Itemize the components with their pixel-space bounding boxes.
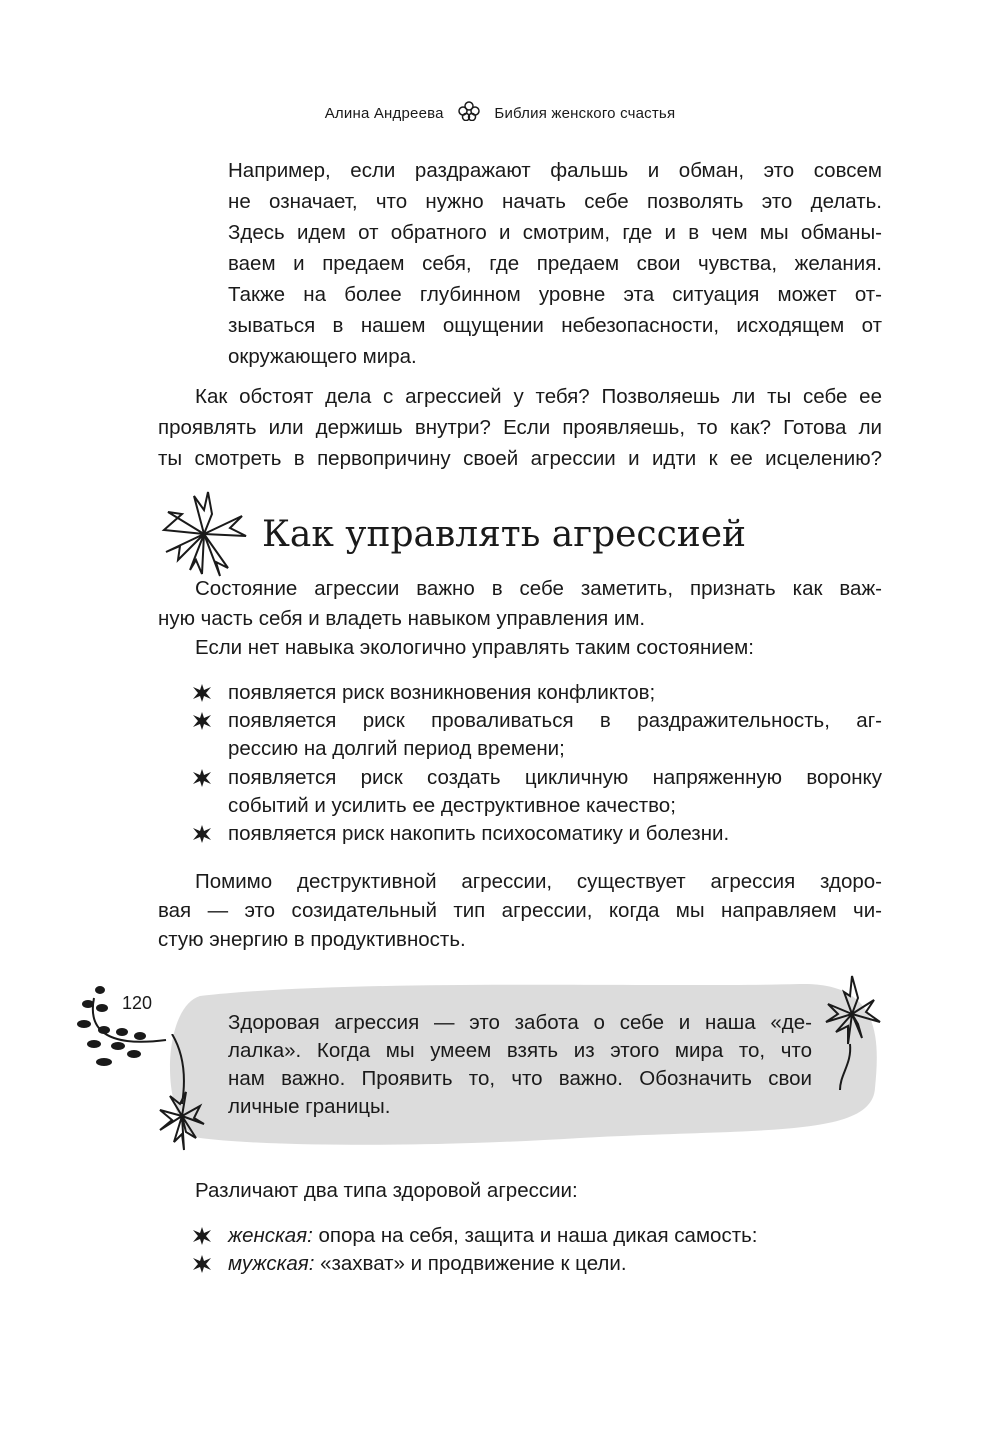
paragraph-line: Помимо деструктивной агрессии, существует агрессия здоро- [195, 870, 882, 893]
star-bullet-icon [192, 683, 212, 703]
paragraph-line: Состояние агрессии важно в себе заметить, признать как важ- [195, 577, 882, 600]
author-name: Алина Андреева [324, 104, 444, 122]
quote-line: окружающего мира. [228, 345, 417, 368]
callout-line: лалка». Когда мы умеем взять из этого мира то, что [228, 1039, 812, 1062]
paragraph-line: ную часть себя и владеть навыком управления им. [158, 607, 646, 630]
section-title: Как управлять агрессией [262, 514, 747, 555]
term: женская: [228, 1224, 313, 1247]
list-item [228, 1250, 627, 1278]
star-bullet-icon [192, 711, 212, 731]
quote-line: не означает, что нужно начать себе позволять это делать. [228, 190, 882, 213]
paragraph-line: проявлять или держишь внутри? Если проявляешь, то как? Готова ли [158, 416, 882, 439]
list-item: появляется риск проваливаться в раздражительность, аг- [228, 709, 882, 732]
paragraph-line: ты смотреть в первопричину своей агрессии и идти к ее исцелению? [158, 447, 882, 470]
quote-line: Здесь идем от обратного и смотрим, где и в чем мы обманы- [228, 221, 882, 244]
callout-line: нам важно. Проявить то, что важно. Обозначить свои [228, 1067, 812, 1090]
list-item [228, 1222, 757, 1250]
callout-line: личные границы. [228, 1095, 391, 1118]
paragraph-line: Как обстоят дела с агрессией у тебя? Позволяешь ли ты себе ее [195, 385, 882, 408]
paragraph-line: Если нет навыка экологично управлять таким состоянием: [195, 636, 754, 659]
star-bullet-icon [192, 824, 212, 844]
definition: «захват» и продвижение к цели. [314, 1252, 627, 1275]
star-bullet-icon [192, 1226, 212, 1246]
paragraph-line: вая — это созидательный тип агрессии, когда мы направляем чи- [158, 899, 882, 922]
paragraph-line: стую энергию в продуктивность. [158, 928, 466, 951]
quote-line: Например, если раздражают фальшь и обман, это совсем [228, 159, 882, 182]
star-bullet-icon [192, 1254, 212, 1274]
definition: опора на себя, защита и наша дикая самость: [312, 1224, 758, 1247]
quote-line: ваем и предаем себя, где предаем свои чувства, желания. [228, 252, 882, 275]
quote-line: зываться в нашем ощущении небезопасности, исходящем от [228, 314, 882, 337]
quote-line: Также на более глубинном уровне эта ситуация может от- [228, 283, 882, 306]
paragraph-line: Различают два типа здоровой агрессии: [195, 1179, 578, 1202]
star-bullet-icon [192, 768, 212, 788]
list-item: рессию на долгий период времени; [228, 737, 565, 760]
page-number: 120 [122, 993, 153, 1013]
list-item: появляется риск накопить психосоматику и болезни. [228, 822, 730, 845]
list-item: появляется риск создать цикличную напряженную воронку [228, 766, 882, 789]
term: мужская: [228, 1252, 315, 1275]
list-item: появляется риск возникновения конфликтов; [228, 681, 656, 704]
book-title: Библия женского счастья [494, 104, 676, 122]
callout-line: Здоровая агрессия — это забота о себе и наша «де- [228, 1011, 812, 1034]
list-item: событий и усилить ее деструктивное качество; [228, 794, 676, 817]
